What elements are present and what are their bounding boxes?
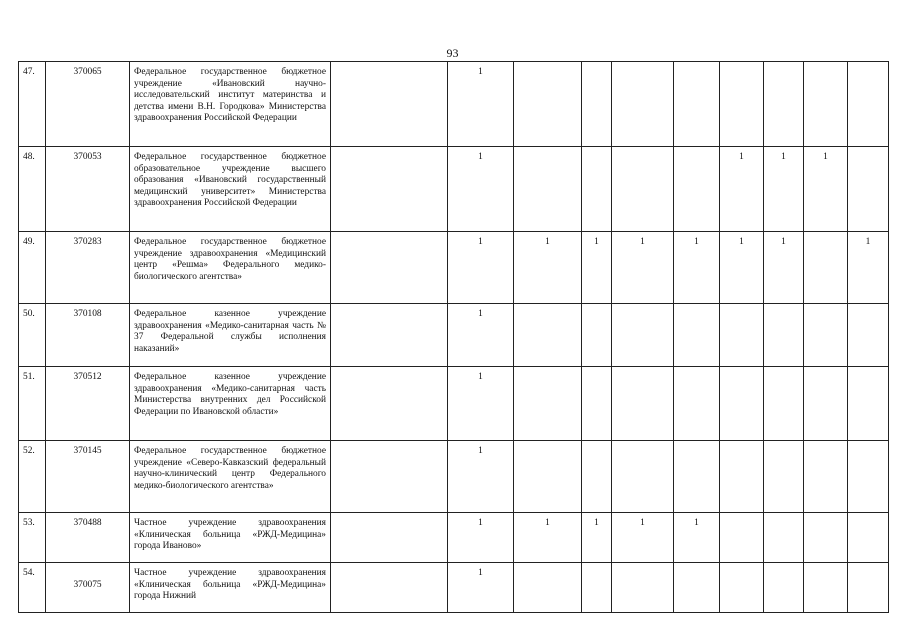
value-cell: [764, 563, 804, 613]
value-cell: [582, 62, 612, 147]
value-cell: 1: [448, 367, 514, 441]
row-number-cell: 50.: [19, 304, 46, 367]
value-cell: 1: [674, 232, 720, 304]
value-cell: [804, 62, 848, 147]
value-cell: 1: [448, 147, 514, 232]
value-cell: [848, 563, 889, 613]
org-code-cell: 370488: [46, 513, 130, 563]
blank-cell: [331, 147, 448, 232]
value-cell: [720, 563, 764, 613]
value-cell: [804, 441, 848, 513]
blank-cell: [331, 304, 448, 367]
value-cell: [764, 441, 804, 513]
value-cell: [848, 304, 889, 367]
value-cell: [848, 513, 889, 563]
value-cell: [804, 367, 848, 441]
value-cell: [582, 304, 612, 367]
value-cell: [720, 513, 764, 563]
value-cell: [612, 441, 674, 513]
value-cell: 1: [448, 441, 514, 513]
org-name-cell: Федеральное государственное бюджетное учреждение здравоохранения «Медицинский центр «Решма» Федерального медико-биологического агентства»: [130, 232, 331, 304]
value-cell: [804, 513, 848, 563]
value-cell: 1: [514, 232, 582, 304]
value-cell: [674, 367, 720, 441]
table-row: [19, 147, 889, 232]
value-cell: 1: [720, 232, 764, 304]
row-number-cell: 52.: [19, 441, 46, 513]
value-cell: [582, 441, 612, 513]
org-name-cell: Федеральное казенное учреждение здравоохранения «Медико-санитарная часть Министерства внутренних дел Российской Федерации по Ивановской области»: [130, 367, 331, 441]
value-cell: [514, 62, 582, 147]
org-code-cell: 370053: [46, 147, 130, 232]
blank-cell: [331, 62, 448, 147]
value-cell: [720, 367, 764, 441]
page-number: 93: [446, 46, 459, 60]
value-cell: 1: [448, 563, 514, 613]
org-name-cell: Федеральное государственное бюджетное образовательное учреждение высшего образования «Ивановский государственный медицинский университет» Министерства здравоохранения Российской Федерации: [130, 147, 331, 232]
org-name-cell: Федеральное казенное учреждение здравоохранения «Медико-санитарная часть № 37 Федеральной службы исполнения наказаний»: [130, 304, 331, 367]
value-cell: 1: [514, 513, 582, 563]
value-cell: 1: [582, 513, 612, 563]
value-cell: [582, 147, 612, 232]
org-name-cell: Частное учреждение здравоохранения «Клиническая больница «РЖД-Медицина» города Иваново»: [130, 513, 331, 563]
organizations-table: [18, 61, 889, 613]
table-row: [19, 62, 889, 147]
org-code-cell: 370283: [46, 232, 130, 304]
value-cell: 1: [804, 147, 848, 232]
org-code-cell: 370075: [46, 563, 130, 613]
value-cell: [514, 304, 582, 367]
value-cell: [674, 563, 720, 613]
org-name-cell: Федеральное государственное бюджетное учреждение «Северо-Кавказский федеральный научно-клинический центр Федерального медико-биологического агентства»: [130, 441, 331, 513]
value-cell: 1: [612, 513, 674, 563]
org-name-cell: Федеральное государственное бюджетное учреждение «Ивановский научно-исследовательский институт материнства и детства имени В.Н. Городкова» Министерства здравоохранения Российской Федерации: [130, 62, 331, 147]
value-cell: [612, 147, 674, 232]
org-name-cell: Частное учреждение здравоохранения «Клиническая больница «РЖД-Медицина» города Нижний: [130, 563, 331, 613]
row-number-cell: 54.: [19, 563, 46, 613]
value-cell: [514, 441, 582, 513]
value-cell: 1: [764, 232, 804, 304]
value-cell: [612, 304, 674, 367]
value-cell: [514, 563, 582, 613]
table-row: [19, 563, 889, 613]
value-cell: [612, 367, 674, 441]
row-number-cell: 47.: [19, 62, 46, 147]
org-code-cell: 370065: [46, 62, 130, 147]
value-cell: [720, 62, 764, 147]
org-code-cell: 370145: [46, 441, 130, 513]
value-cell: [848, 62, 889, 147]
row-number-cell: 48.: [19, 147, 46, 232]
table-row: [19, 367, 889, 441]
value-cell: [848, 147, 889, 232]
value-cell: 1: [448, 304, 514, 367]
value-cell: 1: [848, 232, 889, 304]
value-cell: [804, 304, 848, 367]
value-cell: [764, 304, 804, 367]
value-cell: 1: [448, 232, 514, 304]
value-cell: [720, 304, 764, 367]
org-code-cell: 370512: [46, 367, 130, 441]
row-number-cell: 51.: [19, 367, 46, 441]
value-cell: [674, 147, 720, 232]
value-cell: [674, 441, 720, 513]
value-cell: [764, 367, 804, 441]
value-cell: [582, 367, 612, 441]
row-number-cell: 53.: [19, 513, 46, 563]
table-row: [19, 304, 889, 367]
value-cell: 1: [448, 62, 514, 147]
value-cell: 1: [448, 513, 514, 563]
value-cell: [764, 62, 804, 147]
value-cell: 1: [612, 232, 674, 304]
value-cell: [582, 563, 612, 613]
row-number-cell: 49.: [19, 232, 46, 304]
value-cell: [848, 441, 889, 513]
value-cell: [720, 441, 764, 513]
table-row: [19, 441, 889, 513]
value-cell: [514, 367, 582, 441]
value-cell: [612, 62, 674, 147]
blank-cell: [331, 367, 448, 441]
value-cell: [848, 367, 889, 441]
blank-cell: [331, 563, 448, 613]
blank-cell: [331, 513, 448, 563]
value-cell: [612, 563, 674, 613]
value-cell: [804, 232, 848, 304]
value-cell: [764, 513, 804, 563]
table-row: [19, 232, 889, 304]
value-cell: [674, 304, 720, 367]
blank-cell: [331, 441, 448, 513]
value-cell: 1: [582, 232, 612, 304]
value-cell: 1: [674, 513, 720, 563]
value-cell: [514, 147, 582, 232]
value-cell: 1: [720, 147, 764, 232]
value-cell: [804, 563, 848, 613]
org-code-cell: 370108: [46, 304, 130, 367]
table-row: [19, 513, 889, 563]
blank-cell: [331, 232, 448, 304]
value-cell: 1: [764, 147, 804, 232]
value-cell: [674, 62, 720, 147]
